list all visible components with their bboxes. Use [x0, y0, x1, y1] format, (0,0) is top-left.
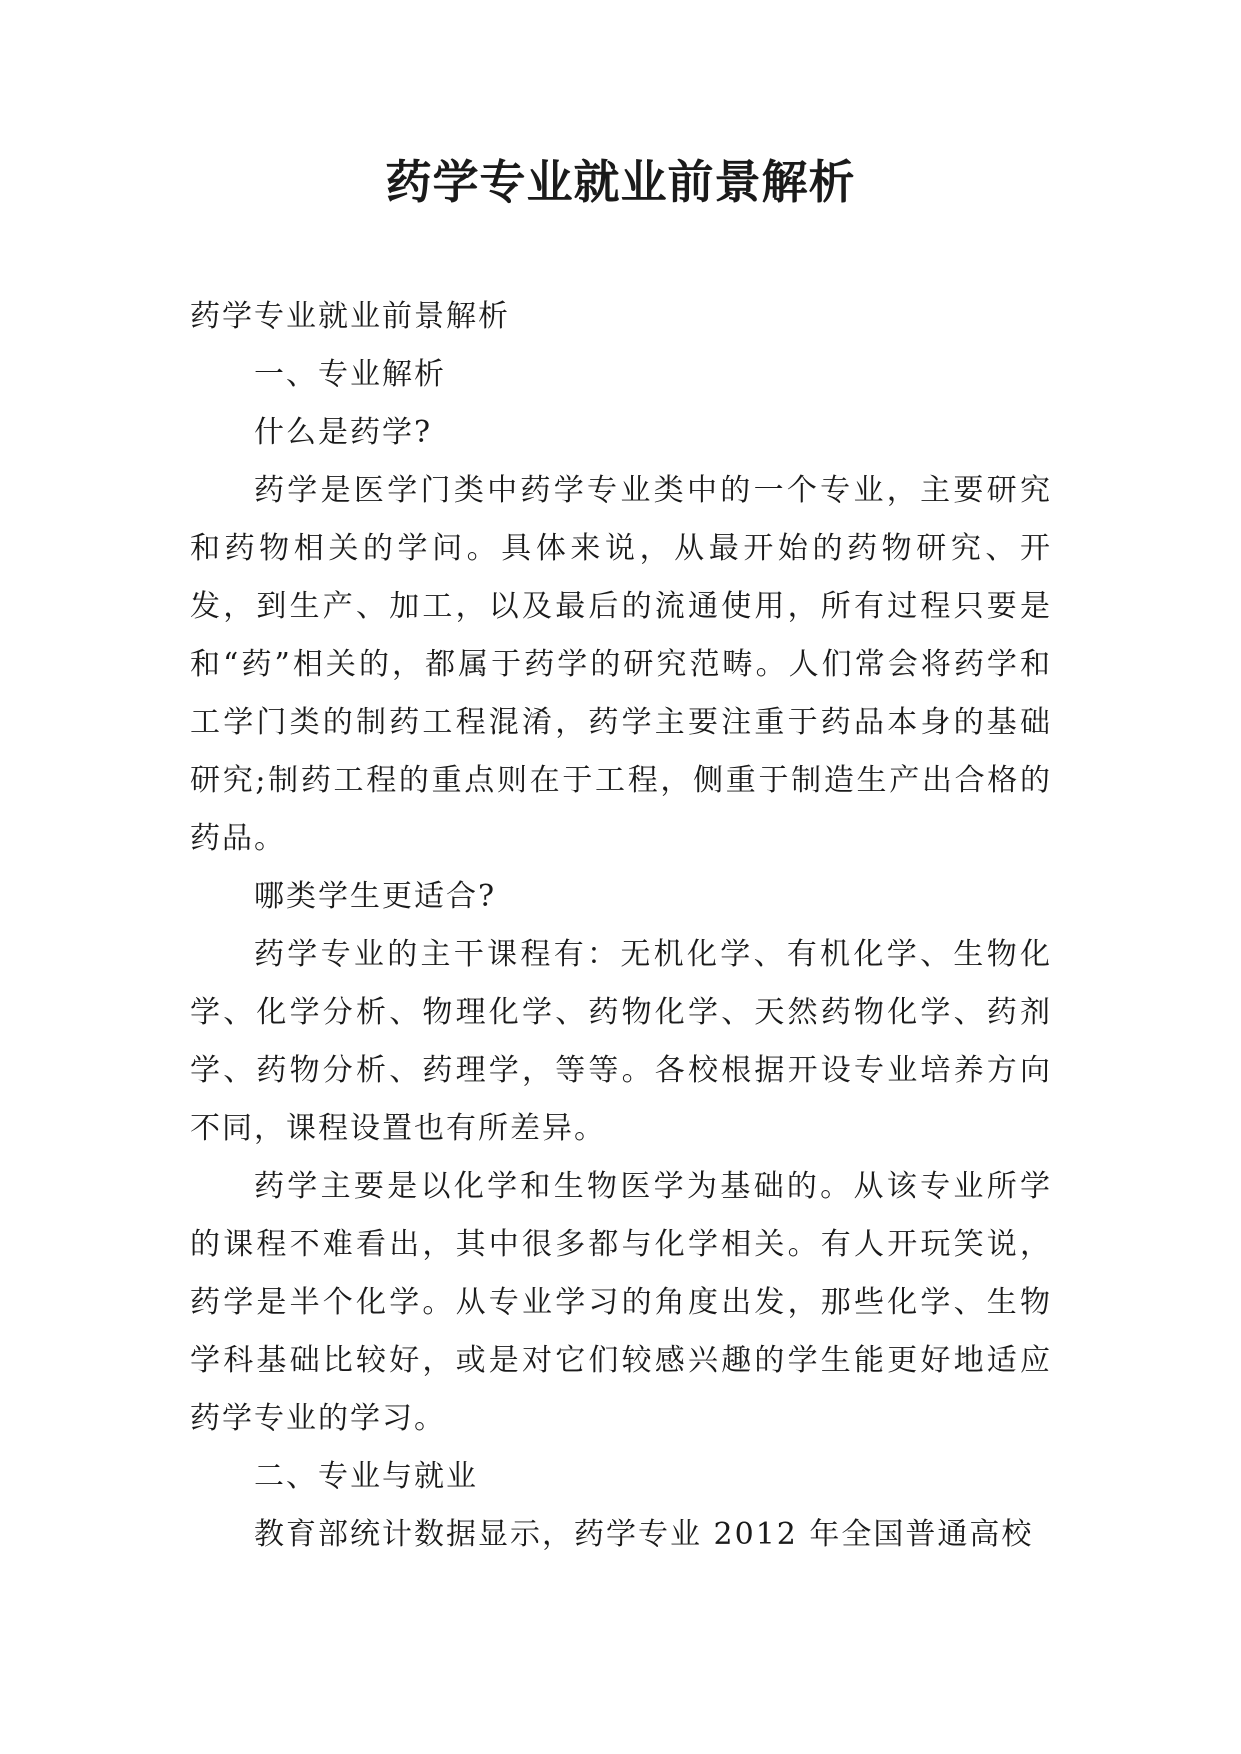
section-heading-1: 一、专业解析: [254, 357, 446, 392]
paragraph: 教育部统计数据显示，药学专业 2012 年全国普通高校: [254, 1517, 1034, 1552]
paragraph: 药学专业的主干课程有：无机化学、有机化学、生物化学、化学分析、物理化学、药物化学、天然药物化学、药剂学、药物分析、药理学，等等。各校根据开设专业培养方向不同，课程设置也有所差异。: [190, 937, 1052, 1146]
question-heading-1: 什么是药学?: [254, 415, 433, 450]
paragraph-subtitle: 药学专业就业前景解析: [190, 299, 510, 334]
section-heading-2: 二、专业与就业: [254, 1459, 478, 1494]
paragraph: 药学是医学门类中药学专业类中的一个专业，主要研究和药物相关的学问。具体来说，从最开始的药物研究、开发，到生产、加工，以及最后的流通使用，所有过程只要是和“药”相关的，都属于药学的研究范畴。人们常会将药学和工学门类的制药工程混淆，药学主要注重于药品本身的基础研究;制药工程的重点则在于工程，侧重于制造生产出合格的药品。: [190, 473, 1052, 856]
paragraph: 药学主要是以化学和生物医学为基础的。从该专业所学的课程不难看出，其中很多都与化学相关。有人开玩笑说，药学是半个化学。从专业学习的角度出发，那些化学、生物学科基础比较好，或是对它们较感兴趣的学生能更好地适应药学专业的学习。: [190, 1169, 1052, 1436]
document-title: 药学专业就业前景解析: [385, 155, 856, 209]
question-heading-2: 哪类学生更适合?: [254, 879, 497, 914]
document-body: [190, 288, 1052, 1564]
